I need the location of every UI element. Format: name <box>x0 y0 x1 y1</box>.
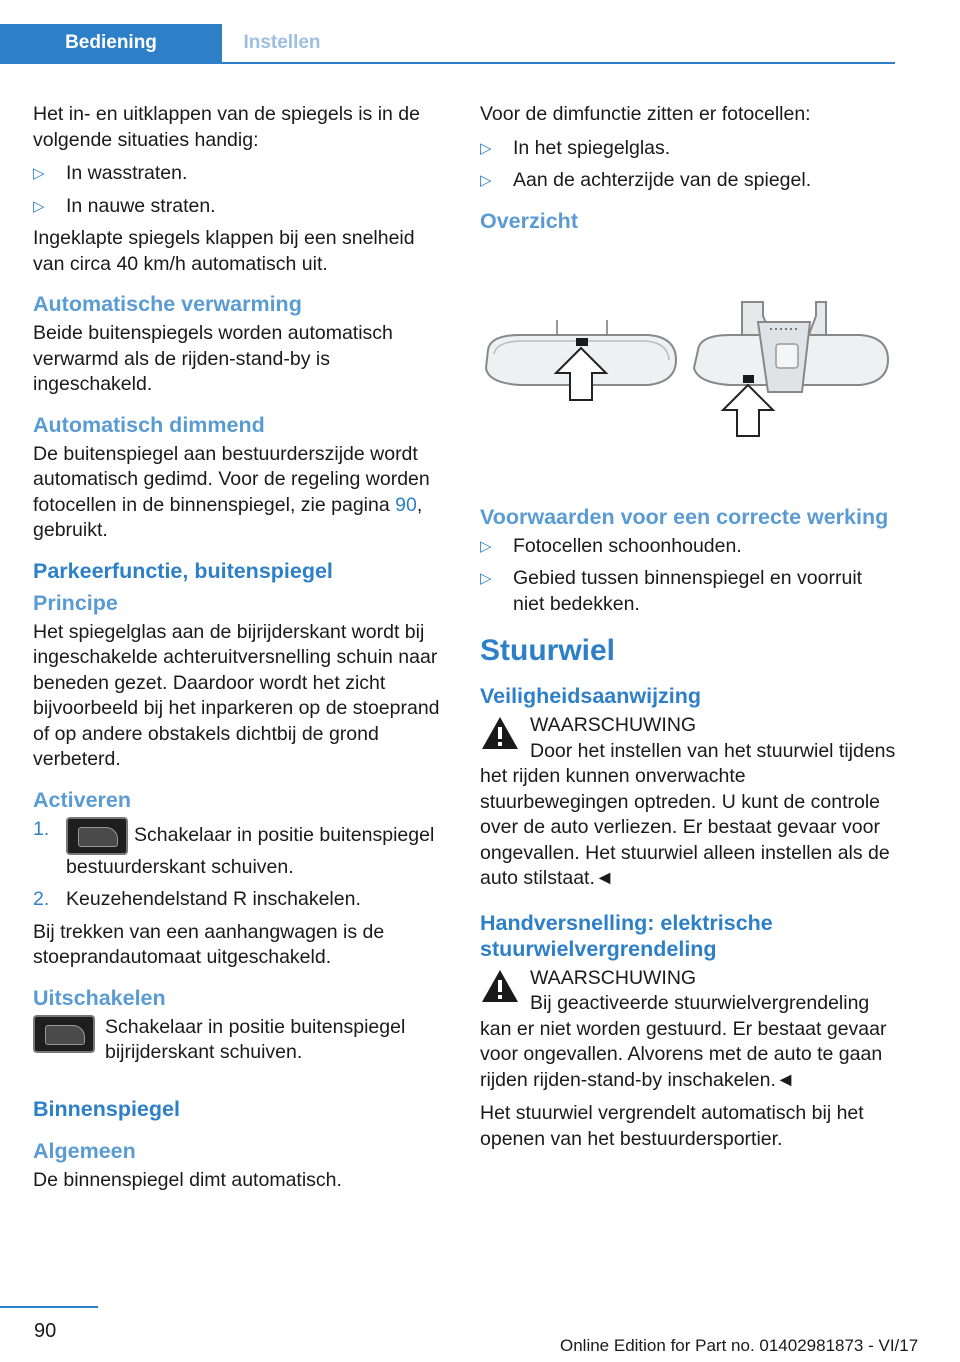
footer-rule <box>0 1306 98 1308</box>
triangle-bullet-icon: ▷ <box>480 537 492 555</box>
rear-mirror-image <box>694 302 888 436</box>
tab-bediening[interactable]: Bediening <box>0 24 222 62</box>
list-item: 1. Schakelaar in positie buitenspiegel bestuurderskant schuiven. <box>33 817 435 878</box>
heading-general: Algemeen <box>33 1138 136 1163</box>
mirror-switch-icon <box>66 817 128 855</box>
warning-triangle-icon <box>480 968 520 1004</box>
warning-2 <box>480 966 898 1094</box>
warning-1 <box>480 713 898 892</box>
right-column <box>480 102 898 1160</box>
conditions-list <box>480 534 898 618</box>
heading-manual-lock: Handversnelling: elektrische stuurwielvergrendeling <box>480 910 773 961</box>
list-item: ▷ In nauwe straten. <box>33 194 451 220</box>
left-column <box>33 102 451 1201</box>
heading-activate: Activeren <box>33 787 131 812</box>
photocell-intro: Voor de dimfunctie zitten er fotocellen: <box>480 103 811 125</box>
activate-steps <box>33 817 451 913</box>
situations-list <box>33 161 451 219</box>
heading-steering-wheel: Stuurwiel <box>480 634 616 667</box>
front-mirror-image <box>486 320 676 400</box>
heading-safety: Veiligheidsaanwijzing <box>480 684 702 708</box>
folded-text: Ingeklapte spiegels klappen bij een snelheid van circa 40 km/h automatisch uit. <box>33 227 415 275</box>
page-number: 90 <box>34 1320 57 1342</box>
intro-text: Het in- en uitklappen van de spiegels is in de volgende situaties handig: <box>33 103 420 151</box>
heading-heating: Automatische verwarming <box>33 292 302 316</box>
list-item: ▷ Aan de achterzijde van de spiegel. <box>480 168 898 194</box>
heading-principle: Principe <box>33 590 118 615</box>
list-item: ▷ In wasstraten. <box>33 161 451 187</box>
heading-parking: Parkeerfunctie, buitenspiegel <box>33 558 333 583</box>
heading-switch-off: Uitschakelen <box>33 985 166 1010</box>
heading-overview: Overzicht <box>480 208 578 233</box>
list-item: ▷ Fotocellen schoonhouden. <box>480 534 898 560</box>
triangle-bullet-icon: ▷ <box>480 139 492 157</box>
heading-conditions: Voorwaarden voor een correcte werking <box>480 504 889 529</box>
list-item: 2. Keuzehendelstand R inschakelen. <box>33 888 361 910</box>
warning-triangle-icon <box>480 715 520 751</box>
switch-off-text: Schakelaar in positie buitenspiegel bijrijderskant schuiven. <box>105 1015 406 1063</box>
dimming-text: De buitenspiegel aan bestuurderszijde wordt automatisch gedimd. Voor de regeling worden fotocellen in de binnenspiegel, zie pagina 90, gebruikt. <box>33 442 430 541</box>
section-tabs <box>0 24 895 64</box>
trailer-text: Bij trekken van een aanhangwagen is de stoeprandautomaat uitgeschakeld. <box>33 920 385 968</box>
list-item: ▷ In het spiegelglas. <box>480 136 898 162</box>
switch-off-row <box>33 1015 451 1066</box>
heating-text: Beide buitenspiegels worden automatisch verwarmd als de rijden-stand-by is ingeschakeld. <box>33 322 393 395</box>
principle-text: Het spiegelglas aan de bijrijderskant wordt bij ingeschakelde achteruitversnelling schuin naar beneden gezet. Daardoor wordt het zicht bijvoorbeeld bij het inparkeren op de stoeprand of op andere obstakels dichtbij de grond verbeterd. <box>33 620 440 770</box>
edition-note: Online Edition for Part no. 01402981873 - VI/17 <box>560 1336 919 1355</box>
triangle-bullet-icon: ▷ <box>480 570 492 587</box>
photocell-list <box>480 136 898 194</box>
general-text: De binnenspiegel dimt automatisch. <box>33 1168 342 1191</box>
heading-dimming: Automatisch dimmend <box>33 412 265 437</box>
triangle-bullet-icon: ▷ <box>33 165 45 182</box>
triangle-bullet-icon: ▷ <box>480 172 492 189</box>
warning-text: Bij geactiveerde stuurwielvergrendeling kan er niet worden gestuurd. Er bestaat gevaar voor ongevallen. Alvorens met de auto te gaan rijden rijden-stand-by inschakelen.◄ <box>480 992 887 1091</box>
page-link[interactable]: 90 <box>395 493 417 516</box>
heading-inner-mirror: Binnenspiegel <box>33 1096 180 1121</box>
warning-label: WAARSCHUWING <box>530 714 697 736</box>
list-item: ▷ Gebied tussen binnenspiegel en voorruit niet bedekken. <box>480 567 863 615</box>
mirror-switch-icon <box>33 1015 95 1053</box>
mirror-illustration <box>480 242 898 492</box>
triangle-bullet-icon: ▷ <box>33 197 45 215</box>
tab-instellen[interactable]: Instellen <box>243 32 321 53</box>
warning-text: Door het instellen van het stuurwiel tijdens het rijden kunnen onverwachte stuurbewegingen optreden. U kunt de controle over de auto verliezen. Er bestaat gevaar voor ongevallen. Het stuurwiel alleen instellen als de auto stilstaat.◄ <box>480 739 896 889</box>
auto-lock-text: Het stuurwiel vergrendelt automatisch bij het openen van het bestuurdersportier. <box>480 1102 864 1150</box>
warning-label: WAARSCHUWING <box>530 966 697 989</box>
